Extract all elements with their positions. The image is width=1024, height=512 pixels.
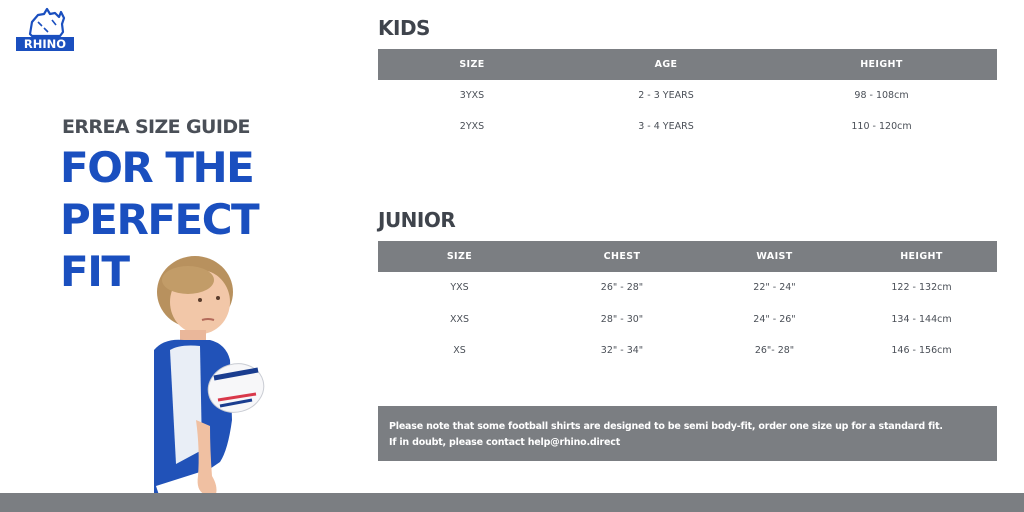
child-with-rugby-ball-image (140, 250, 280, 512)
fit-note-line: Please note that some football shirts are designed to be semi body-fit, order one size up for a standard fit. (389, 421, 943, 432)
table-cell: YXS (450, 282, 469, 294)
column-header: WAIST (703, 241, 846, 272)
table-header-row (378, 241, 997, 272)
table-row (378, 272, 997, 304)
table-cell: 26" - 28" (600, 282, 644, 294)
column-header: HEIGHT (846, 241, 997, 272)
headline-line-1: FOR THE (60, 143, 254, 192)
logo-text: RHINO (23, 37, 67, 51)
rhino-logo-icon (14, 6, 76, 54)
table-cell: 110 - 120cm (851, 121, 912, 132)
table-cell: 3 - 4 YEARS (638, 121, 694, 132)
kids-section-title: KIDS (378, 16, 430, 40)
fit-note-box (378, 406, 997, 461)
table-cell: XS (453, 345, 466, 357)
table-cell: 146 - 156cm (891, 345, 952, 357)
rhino-logo[interactable] (14, 6, 76, 54)
junior-size-table (378, 241, 997, 367)
footer-bar (0, 493, 1024, 512)
table-cell: 3YXS (459, 90, 485, 101)
junior-section-title: JUNIOR (378, 208, 456, 232)
column-header: CHEST (541, 241, 703, 272)
table-cell: XXS (449, 313, 470, 325)
table-cell: 98 - 108cm (854, 90, 909, 101)
table-cell: 2YXS (459, 121, 485, 132)
table-row (378, 111, 997, 142)
kids-size-table (378, 49, 997, 142)
table-header-row (378, 49, 997, 80)
table-cell: 122 - 132cm (891, 282, 952, 294)
headline-line-3: FIT (60, 247, 129, 296)
column-header: HEIGHT (766, 49, 997, 80)
table-cell: 28" - 30" (600, 313, 644, 325)
table-row (378, 304, 997, 336)
column-header: SIZE (378, 241, 541, 272)
table-cell: 32" - 34" (600, 345, 644, 357)
table-cell: 26"- 28" (754, 345, 795, 357)
table-cell: 2 - 3 YEARS (638, 90, 694, 101)
table-row (378, 335, 997, 367)
table-row (378, 80, 997, 111)
table-cell: 134 - 144cm (891, 313, 952, 325)
contact-note-line: If in doubt, please contact help@rhino.direct (389, 437, 621, 448)
headline-line-2: PERFECT (60, 195, 259, 244)
column-header: AGE (566, 49, 766, 80)
column-header: SIZE (378, 49, 566, 80)
guide-subtitle: ERREA SIZE GUIDE (62, 116, 250, 138)
table-cell: 24" - 26" (753, 313, 796, 325)
table-cell: 22" - 24" (753, 282, 796, 294)
